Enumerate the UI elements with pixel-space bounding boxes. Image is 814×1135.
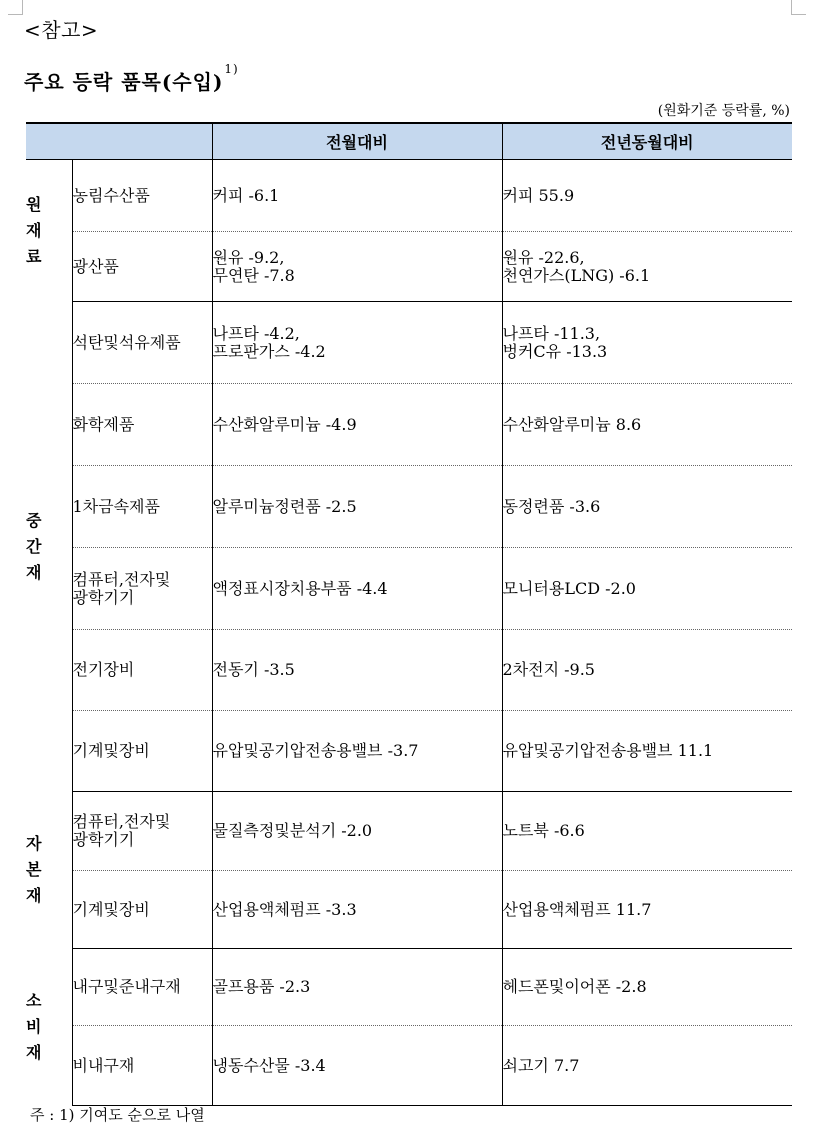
table-row [26, 232, 792, 302]
item-cell-text: 화학제품 [72, 414, 135, 434]
yoy-cell [502, 384, 792, 466]
item-cell-text: 컴퓨터,전자및 [72, 812, 171, 831]
item-cell-text: 기계및장비 [72, 899, 150, 919]
table-body [26, 160, 792, 1106]
yoy-cell [502, 302, 792, 384]
yoy-cell-text: 2차전지 -9.5 [502, 660, 595, 679]
yoy-cell-text: 원유 -22.6, [502, 247, 585, 267]
table-header-row [26, 123, 792, 160]
mom-cell-text: 커피 -6.1 [212, 185, 280, 205]
item-cell-text: 광산품 [72, 256, 119, 276]
item-cell-text: 농림수산품 [72, 185, 150, 205]
yoy-cell [502, 949, 792, 1026]
mom-cell-text: 산업용액체펌프 -3.3 [212, 899, 357, 919]
table-row [26, 466, 792, 548]
mom-cell-text: 원유 -9.2, [212, 247, 285, 267]
item-cell [72, 302, 212, 384]
header-category-blank [26, 123, 212, 160]
item-cell [72, 792, 212, 871]
yoy-cell-text: 수산화알루미늄 8.6 [502, 414, 642, 434]
yoy-cell [502, 1026, 792, 1106]
item-cell-text: 내구및준내구재 [72, 977, 181, 996]
mom-cell-text: 냉동수산물 -3.4 [212, 1055, 326, 1075]
reference-label: <참고> [24, 18, 99, 42]
yoy-cell [502, 160, 792, 232]
category-char: 본 [26, 860, 42, 879]
item-cell-text: 비내구재 [72, 1055, 135, 1075]
category-char: 자 [26, 834, 42, 853]
category-cell [26, 160, 72, 302]
category-char: 비 [26, 1017, 42, 1036]
title-footnote-marker: 1) [224, 62, 239, 76]
table-row [26, 630, 792, 711]
yoy-cell-text: 산업용액체펌프 11.7 [502, 899, 652, 919]
mom-cell [212, 548, 502, 630]
mom-cell [212, 384, 502, 466]
table-row [26, 548, 792, 630]
item-cell [72, 1026, 212, 1106]
page-title [24, 62, 239, 95]
mom-cell [212, 792, 502, 871]
category-char: 료 [26, 246, 42, 266]
yoy-cell [502, 792, 792, 871]
import-price-table [26, 122, 792, 1106]
table-row [26, 792, 792, 871]
mom-cell-text: 프로판가스 -4.2 [212, 341, 326, 361]
category-char: 재 [26, 562, 42, 582]
mom-cell [212, 302, 502, 384]
item-cell-text: 광학기기 [72, 830, 135, 849]
mom-cell [212, 1026, 502, 1106]
page-corner-mark-right [791, 0, 806, 15]
item-cell [72, 160, 212, 232]
yoy-cell [502, 232, 792, 302]
category-char: 재 [26, 220, 42, 240]
category-char: 원 [26, 194, 42, 214]
table-row [26, 160, 792, 232]
item-cell-text: 석탄및석유제품 [72, 332, 181, 352]
yoy-cell-text: 천연가스(LNG) -6.1 [502, 265, 651, 285]
item-cell [72, 949, 212, 1026]
page-corner-mark-left [8, 0, 23, 15]
item-cell-text: 컴퓨터,전자및 [72, 569, 171, 589]
category-char: 소 [26, 991, 42, 1010]
item-cell-text: 전기장비 [72, 660, 135, 679]
category-cell [26, 949, 72, 1106]
title-text: 주요 등락 품목(수입) [24, 70, 224, 94]
mom-cell-text: 나프타 -4.2, [212, 323, 300, 343]
yoy-cell [502, 711, 792, 792]
item-cell [72, 384, 212, 466]
mom-cell-text: 유압및공기압전송용밸브 -3.7 [212, 741, 419, 760]
yoy-cell [502, 466, 792, 548]
category-cell [26, 302, 72, 792]
mom-cell [212, 871, 502, 949]
mom-cell-text: 전동기 -3.5 [212, 660, 295, 679]
category-char: 간 [26, 536, 42, 556]
category-cell [26, 792, 72, 949]
footnote: 주 : 1) 기여도 순으로 나열 [30, 1106, 205, 1124]
unit-note: (원화기준 등락률, %) [657, 103, 790, 119]
yoy-cell-text: 헤드폰및이어폰 -2.8 [502, 977, 647, 996]
item-cell-text: 1차금속제품 [72, 496, 160, 516]
table-row [26, 871, 792, 949]
table-row [26, 711, 792, 792]
yoy-cell-text: 쇠고기 7.7 [502, 1055, 580, 1075]
item-cell-text: 광학기기 [72, 587, 135, 607]
mom-cell [212, 949, 502, 1026]
table-row [26, 949, 792, 1026]
yoy-cell-text: 나프타 -11.3, [502, 323, 601, 343]
mom-cell-text: 액정표시장치용부품 -4.4 [212, 578, 388, 598]
item-cell [72, 232, 212, 302]
mom-cell [212, 711, 502, 792]
item-cell [72, 466, 212, 548]
table-row [26, 302, 792, 384]
mom-cell [212, 466, 502, 548]
category-char: 중 [26, 510, 42, 530]
mom-cell [212, 232, 502, 302]
yoy-cell [502, 548, 792, 630]
yoy-cell [502, 871, 792, 949]
yoy-cell-text: 노트북 -6.6 [502, 821, 585, 840]
item-cell [72, 711, 212, 792]
mom-cell-text: 알루미늄정련품 -2.5 [212, 496, 357, 516]
category-char: 재 [26, 1043, 42, 1062]
mom-cell [212, 630, 502, 711]
mom-cell-text: 수산화알루미늄 -4.9 [212, 414, 357, 434]
mom-cell-text: 물질측정및분석기 -2.0 [212, 821, 373, 840]
table-row [26, 1026, 792, 1106]
item-cell-text: 기계및장비 [72, 741, 150, 760]
category-char: 재 [26, 886, 42, 905]
table-row [26, 384, 792, 466]
mom-cell-text: 무연탄 -7.8 [212, 265, 295, 285]
yoy-cell-text: 유압및공기압전송용밸브 11.1 [502, 741, 714, 760]
yoy-cell-text: 동정련품 -3.6 [502, 496, 601, 516]
item-cell [72, 871, 212, 949]
yoy-cell [502, 630, 792, 711]
header-yoy: 전년동월대비 [502, 123, 792, 160]
yoy-cell-text: 커피 55.9 [502, 185, 575, 205]
yoy-cell-text: 모니터용LCD -2.0 [502, 578, 636, 598]
yoy-cell-text: 벙커C유 -13.3 [502, 341, 608, 361]
item-cell [72, 548, 212, 630]
mom-cell [212, 160, 502, 232]
header-mom: 전월대비 [212, 123, 502, 160]
mom-cell-text: 골프용품 -2.3 [212, 977, 311, 996]
item-cell [72, 630, 212, 711]
